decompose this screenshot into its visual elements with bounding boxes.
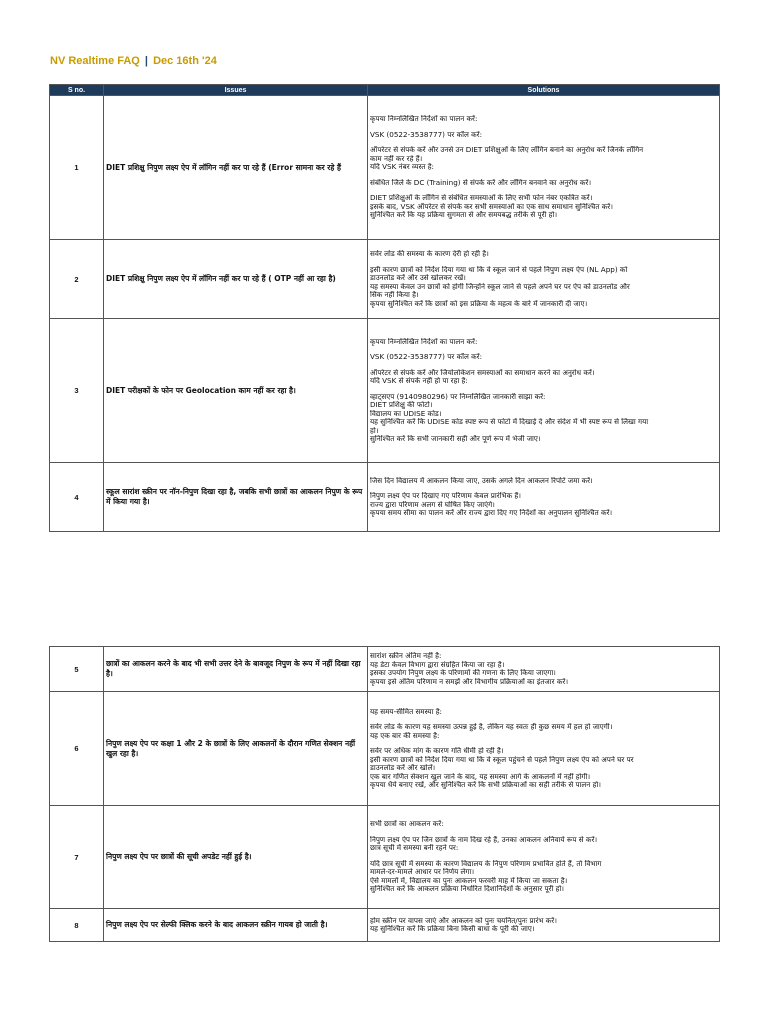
solution-line: कृपया सुनिश्चित करें कि छात्रों को इस प्रक्रिया के महत्व के बारे में जानकारी दी जाए। [370,299,588,308]
solution-line: सर्वर पर अधिक मांग के कारण गति धीमी हो रही है। [370,747,504,755]
solution-line [370,386,717,393]
solution-line: कृपया समय सीमा का पालन करें और राज्य द्वारा दिए गए निर्देशों का अनुपालन सुनिश्चित करें। [370,509,613,517]
solution-line [370,124,717,131]
solution-line: हो। [370,426,379,435]
solution-line: एक बार गणित सेक्शन खुल जाने के बाद, यह समस्या आगे के आकलनों में नहीं होगी। [370,772,591,781]
solution-line [370,829,717,836]
solution-line: सुनिश्चित करें कि यह प्रक्रिया सुगमता से और समयबद्ध तरीके से पूरी हो। [370,211,558,220]
solution-line [370,740,717,747]
row-sno: 8 [50,909,104,942]
row-sno: 6 [50,692,104,806]
row-sno: 1 [50,96,104,240]
header-issues: Issues [104,85,368,96]
row-issue: छात्रों का आकलन करने के बाद भी सभी उत्तर देने के बावजूद निपुण के रूप में नहीं दिखा रहा है। [104,647,368,692]
table-row [50,692,720,806]
solution-line: DIET प्रशिक्षु की फोटो। [370,401,433,409]
row-solution [368,463,720,532]
solution-line: जिस दिन विद्यालय में आकलन किया जाए, उसके अगले दिन आकलन रिपोर्ट जमा करें। [370,476,593,485]
row-sno: 3 [50,319,104,463]
solution-line: ऐसे मामलों में, विद्यालय का पुनः आकलन फरवरी माह में किया जा सकता है। [370,876,568,885]
table-row [50,647,720,692]
solution-line: सुनिश्चित करें कि आकलन प्रक्रिया निर्धारित दिशानिर्देशों के अनुसार पूरी हो। [370,885,565,894]
row-sno: 4 [50,463,104,532]
solution-line: सुनिश्चित करें कि सभी जानकारी सही और पूर्ण रूप में भेजी जाए। [370,435,541,443]
solution-line: निपुण लक्ष्य ऐप पर दिखाए गए परिणाम केवल प्रारंभिक हैं। [370,492,521,500]
header-sno: S no. [50,85,104,96]
solution-line: DIET प्रशिक्षुओं के लॉगिन से संबंधित समस्याओं के लिए सभी फोन नंबर एकत्रित करें। [370,194,593,203]
row-issue: निपुण लक्ष्य ऐप पर कक्षा 1 और 2 के छात्रों के लिए आकलनों के दौरान गणित सेक्शन नहीं खुल रहा है। [104,692,368,806]
solution-line: यह समस्या केवल उन छात्रों को होगी जिन्होंने स्कूल जाने से पहले अपने घर पर ऐप को डाउनलोड और [370,282,630,291]
solution-line: VSK (0522-3538777) पर कॉल करें: [370,353,482,361]
row-sno: 7 [50,806,104,909]
solution-line: सर्वर लोड की समस्या के कारण देरी हो रही है। [370,250,489,258]
solution-line: व्हाट्सएप (9140980296) पर निम्नलिखित जानकारी साझा करें: [370,392,546,401]
row-issue: निपुण लक्ष्य ऐप पर सेल्फी क्लिक करने के बाद आकलन स्क्रीन गायब हो जाती है। [104,909,368,942]
solution-line: डाउनलोड करें और उसे खोलकर रखें। [370,274,466,282]
row-sno: 5 [50,647,104,692]
solution-line: काम नहीं कर रहे हैं। [370,154,423,163]
row-solution [368,96,720,240]
solution-line: सारांश स्क्रीन अंतिम नहीं है: [370,652,442,660]
solution-line [370,346,717,353]
solution-line: यदि छात्र सूची में समस्या के कारण विद्यालय के निपुण परिणाम प्रभावित होते हैं, तो विभाग [370,859,602,868]
solution-line: इसके बाद, VSK ऑपरेटर से संपर्क कर सभी समस्याओं का एक साथ समाधान सुनिश्चित करें। [370,202,613,211]
table-row [50,909,720,942]
title-text: NV Realtime FAQ [50,55,140,67]
page-title [50,55,217,67]
solution-line: यदि VSK नंबर व्यस्त है: [370,163,434,172]
solution-line [370,362,717,369]
solution-line: यह डेटा केवल विभाग द्वारा संग्रहित किया जा रहा है। [370,660,505,669]
row-solution [368,647,720,692]
table-row [50,319,720,463]
table-header-row [50,85,720,96]
solution-line: इसका उपयोग निपुण लक्ष्य के परिणामों की गणना के लिए किया जाएगा। [370,669,556,677]
table-row [50,96,720,240]
solution-line [370,485,717,492]
solution-line: इसी कारण छात्रों को निर्देश दिया गया था कि वे स्कूल जाने से पहले निपुण लक्ष्य ऐप (NL App) को [370,265,628,274]
solution-line [370,716,717,723]
table-row [50,240,720,319]
row-solution [368,319,720,463]
title-separator: | [144,55,148,67]
solution-line: यह समय-सीमित समस्या है: [370,707,442,716]
table-row [50,806,720,909]
solution-line: यह सुनिश्चित करें कि UDISE कोड स्पष्ट रूप से फोटो में दिखाई दे और संदेश में भी स्पष्ट रूप से लिखा गया [370,418,649,426]
solution-line [370,853,717,860]
solution-line: छात्र सूची में समस्या बनी रहने पर: [370,844,459,853]
solution-line: कृपया धैर्य बनाए रखें, और सुनिश्चित करें कि सभी प्रक्रियाओं का सही तरीके से पालन हो। [370,781,601,789]
solution-line: डाउनलोड करें और खोलें। [370,764,436,772]
solution-line: कृपया इसे अंतिम परिणाम न समझें और विभागीय प्रक्रियाओं का इंतजार करें। [370,677,569,686]
row-issue: DIET प्रशिक्षु निपुण लक्ष्य ऐप में लॉगिन नहीं कर पा रहे हैं (Error सामना कर रहे हैं [104,96,368,240]
solution-line: संबंधित जिले के DC (Training) से संपर्क करें और लॉगिन बनवाने का अनुरोध करें। [370,178,592,187]
solution-line: होम स्क्रीन पर वापस जाएं और आकलन को पुनः चयनित/पुनः प्रारंभ करें। [370,916,557,925]
row-issue: DIET परीक्षकों के फोन पर Geolocation काम नहीं कर रहा है। [104,319,368,463]
faq-table-2 [49,646,720,942]
solution-line [370,259,717,266]
solution-line: मामले-दर-मामले आधार पर निर्णय लेगा। [370,868,475,877]
table-row [50,463,720,532]
solution-line: सिंक नहीं किया है। [370,291,419,299]
faq-table-1 [49,84,720,532]
row-issue: स्कूल सारांश स्क्रीन पर नॉन-निपुण दिखा रहा है, जबकि सभी छात्रों का आकलन निपुण के रूप में किया गया है। [104,463,368,532]
solution-line: सभी छात्रों का आकलन करें: [370,820,444,829]
solution-line [370,139,717,146]
solution-line: इसी कारण छात्रों को निर्देश दिया गया था कि वे स्कूल पहुंचने से पहले निपुण लक्ष्य ऐप को अपने घर पर [370,755,634,764]
solution-line: यह सुनिश्चित करें कि प्रक्रिया बिना किसी बाधा के पूरी की जाए। [370,925,535,933]
row-sno: 2 [50,240,104,319]
solution-line: यदि VSK से संपर्क नहीं हो पा रहा है: [370,377,468,385]
solution-line: ऑपरेटर से संपर्क करें और उनसे उन DIET प्रशिक्षुओं के लिए लॉगिन बनाने का अनुरोध करें जिनके लॉगिन [370,146,644,155]
solution-line: कृपया निम्नलिखित निर्देशों का पालन करें: [370,115,478,124]
row-issue: निपुण लक्ष्य ऐप पर छात्रों की सूची अपडेट नहीं हुई है। [104,806,368,909]
solution-line: राज्य द्वारा परिणाम अलग से घोषित किए जाएंगे। [370,500,495,509]
row-solution [368,806,720,909]
solution-line: VSK (0522-3538777) पर कॉल करें: [370,130,482,139]
solution-line [370,187,717,194]
row-solution [368,692,720,806]
solution-line: निपुण लक्ष्य ऐप पर जिन छात्रों के नाम दिख रहे हैं, उनका आकलन अनिवार्य रूप से करें। [370,835,598,844]
solution-line [370,172,717,179]
title-date: Dec 16th '24 [153,55,217,67]
row-solution [368,909,720,942]
solution-line: यह एक बार की समस्या है: [370,731,440,740]
row-solution [368,240,720,319]
solution-line: विद्यालय का UDISE कोड। [370,409,442,418]
header-solutions: Solutions [368,85,720,96]
solution-line: सर्वर लोड के कारण यह समस्या उत्पन्न हुई है, लेकिन यह स्वतः ही कुछ समय में हल हो जाएगी। [370,723,613,731]
row-issue: DIET प्रशिक्षु निपुण लक्ष्य ऐप में लॉगिन नहीं कर पा रहे हैं ( OTP नहीं आ रहा है) [104,240,368,319]
solution-line: ऑपरेटर से संपर्क करें और जियोलोकेशन समस्याओं का समाधान करने का अनुरोध करें। [370,368,595,377]
solution-line: कृपया निम्नलिखित निर्देशों का पालन करें: [370,337,478,346]
